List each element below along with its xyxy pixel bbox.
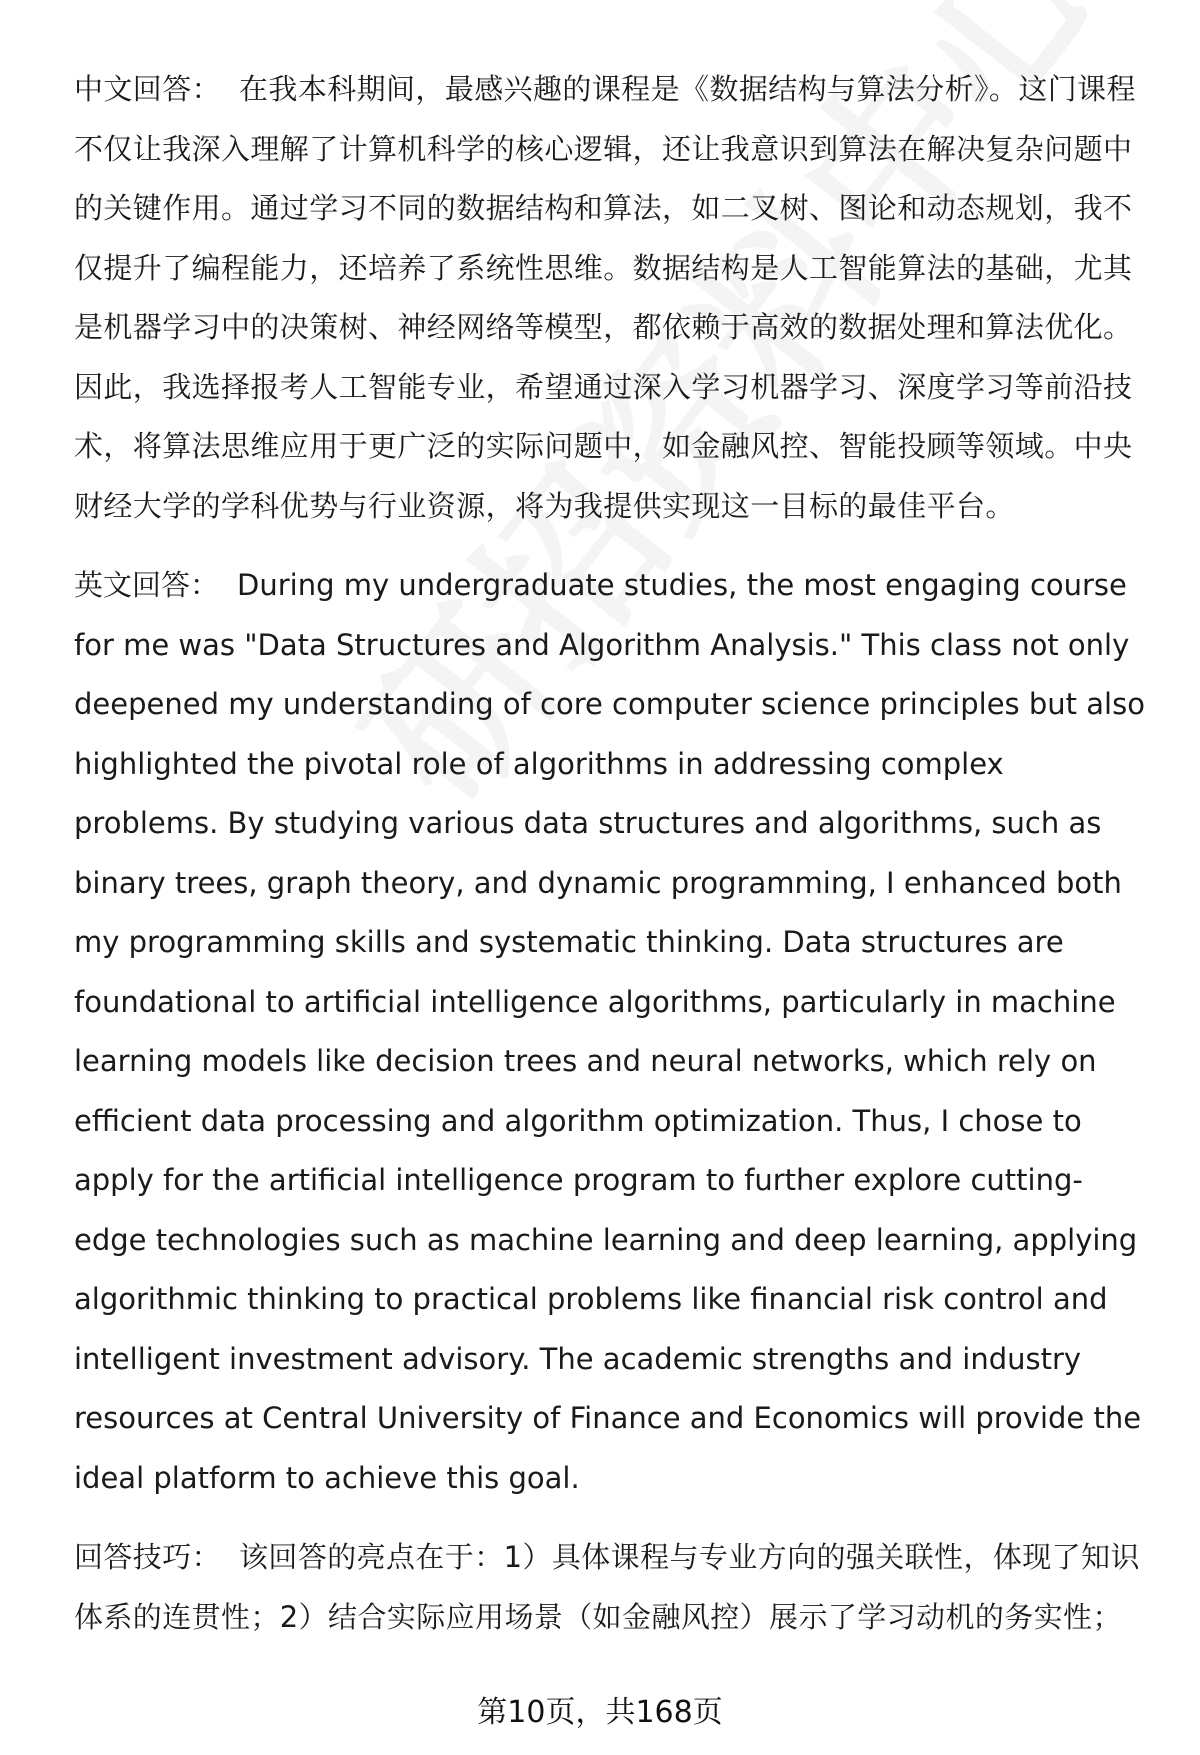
page-number-footer: 第10页，共168页 xyxy=(477,1695,723,1730)
chinese-answer-text: 在我本科期间，最感兴趣的课程是《数据结构与算法分析》。这门课程不仅让我深入理解了计算机科学的核心逻辑，还让我意识到算法在解决复杂问题中的关键作用。通过学习不同的数据结构和算法，如二叉树、图论和动态规划，我不仅提升了编程能力，还培养了系统性思维。数据结构是人工智能算法的基础，尤其是机器学习中的决策树、神经网络等模型，都依赖于高效的数据处理和算法优化。因此，我选择报考人工智能专业，希望通过深入学习机器学习、深度学习等前沿技术，将算法思维应用于更广泛的实际问题中，如金融风控、智能投顾等领域。中央财经大学的学科优势与行业资源，将为我提供实现这一目标的最佳平台。 xyxy=(74,72,1136,523)
chinese-answer-label: 中文回答： xyxy=(74,72,222,106)
document-body xyxy=(74,60,1154,1647)
english-answer-label: 英文回答： xyxy=(74,568,220,602)
chinese-answer-paragraph xyxy=(74,60,1154,536)
answer-tips-text: 该回答的亮点在于：1）具体课程与专业方向的强关联性，体现了知识体系的连贯性；2）结合实际应用场景（如金融风控）展示了学习动机的务实性； xyxy=(74,1540,1140,1634)
english-answer-text: During my undergraduate studies, the most engaging course for me was "Data Structures and Algorithm Analysis." This class not only deepened my understanding of core computer science principles but also highlighted the pivotal role of algorithms in addressing complex problems. By studying various data structures and algorithms, such as binary trees, graph theory, and dynamic programming, I enhanced both my programming skills and systematic thinking. Data structures are foundational to artificial intelligence algorithms, particularly in machine learning models like decision trees and neural networks, which rely on efficient data processing and algorithm optimization. Thus, I chose to apply for the artificial intelligence program to further explore cutting-edge technologies such as machine learning and deep learning, applying algorithmic thinking to practical problems like financial risk control and intelligent investment advisory. The academic strengths and industry resources at Central University of Finance and Economics will provide the ideal platform to achieve this goal. xyxy=(74,568,1145,1495)
answer-tips-paragraph xyxy=(74,1528,1154,1647)
english-answer-paragraph xyxy=(74,556,1154,1508)
answer-tips-label: 回答技巧： xyxy=(74,1540,222,1574)
